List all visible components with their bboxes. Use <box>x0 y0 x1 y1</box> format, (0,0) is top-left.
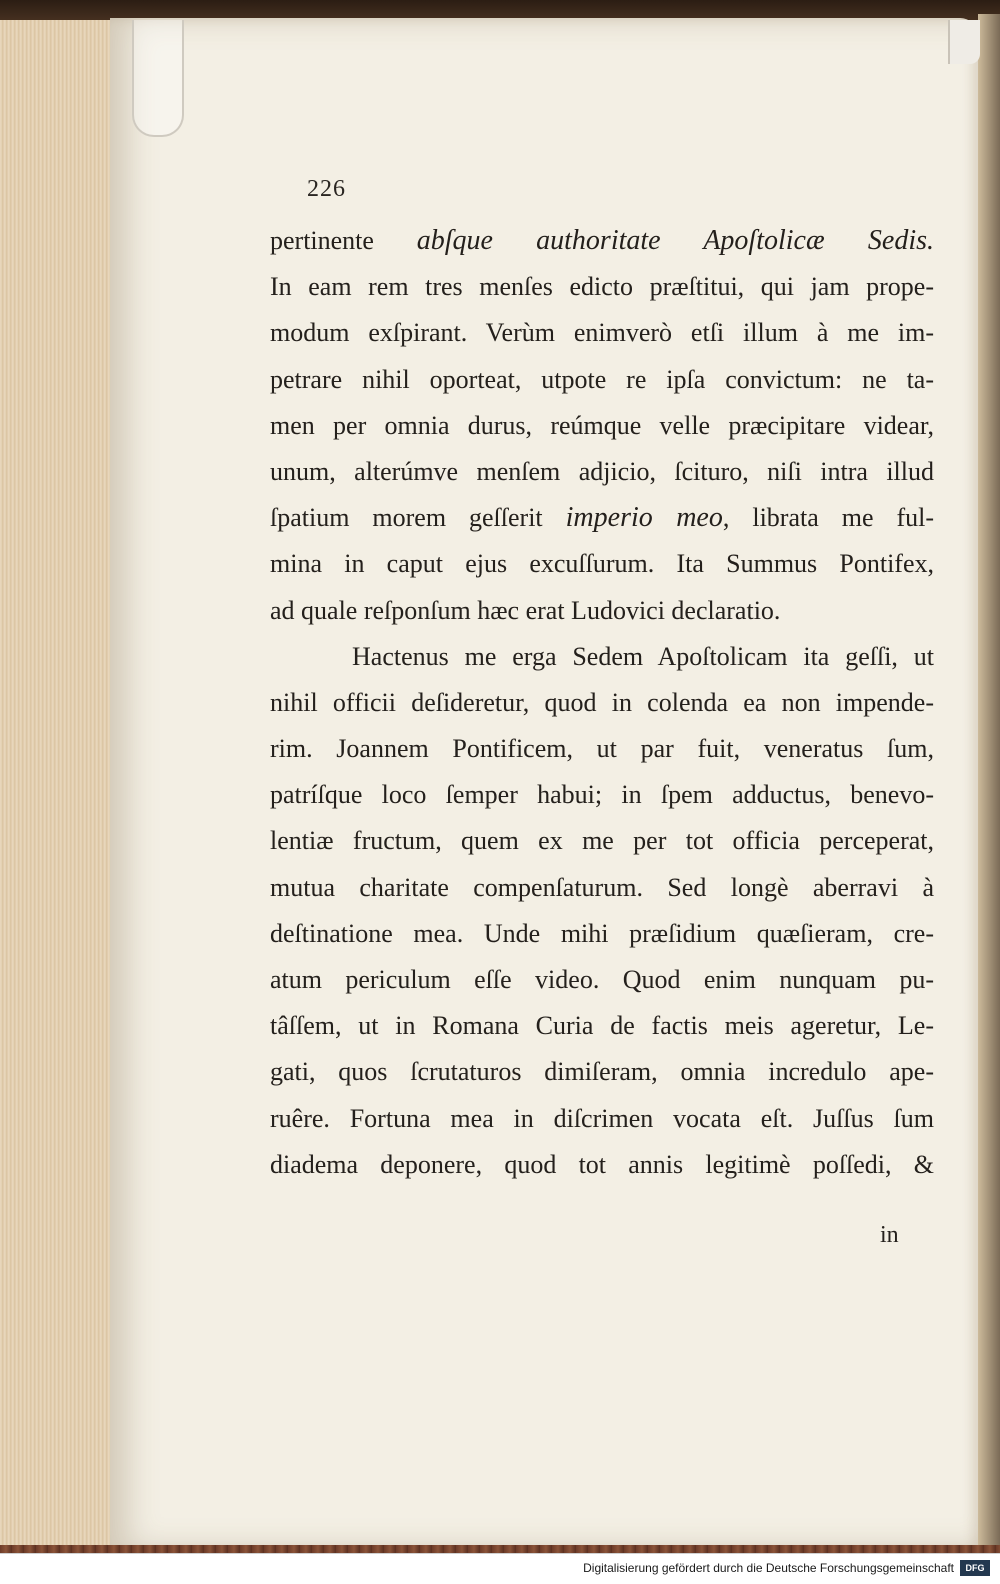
text-line: deſtinatione mea. Unde mihi præſidium quæſieram, cre- <box>270 918 934 948</box>
book-fore-edge <box>0 20 111 1560</box>
text-line: mina in caput ejus excuſſurum. Ita Summus Pontifex, <box>270 549 934 579</box>
text-line: Hactenus me erga Sedem Apoſtolicam ita geſſi, ut <box>352 641 934 671</box>
page-clip-right <box>948 20 980 64</box>
text-line: mutua charitate compenſaturum. Sed longè aberravi à <box>270 872 934 902</box>
text-line: lentiæ fructum, quem ex me per tot officia perceperat, <box>270 826 934 856</box>
text-line: gati, quos ſcrutaturos dimiſeram, omnia incredulo ape- <box>270 1057 934 1087</box>
text-line: unum, alterúmve menſem adjicio, ſcituro, niſi intra illud <box>270 456 934 486</box>
text-line: ſpatium morem geſſerit imperio meo, librata me ful- <box>270 502 935 534</box>
text-line: ad quale reſponſum hæc erat Ludovici declaratio. <box>270 595 781 625</box>
text-line: petrare nihil oporteat, utpote re ipſa convictum: ne ta- <box>270 364 934 394</box>
text-line: In eam rem tres menſes edicto præſtitui, qui jam prope- <box>270 272 934 302</box>
text-line: modum exſpirant. Verùm enimverò etſi illum à me im- <box>270 318 934 348</box>
text-line: diadema deponere, quod tot annis legitimè poſſedi, & <box>270 1149 934 1179</box>
book-right-edge <box>978 14 1000 1554</box>
text-line: nihil officii deſideretur, quod in colenda ea non impende- <box>270 687 934 717</box>
text-line: men per omnia durus, reúmque velle præcipitare videar, <box>270 410 934 440</box>
text-line: ruêre. Fortuna mea in diſcrimen vocata eſt. Juſſus ſum <box>270 1103 934 1133</box>
page-number: 226 <box>307 176 346 202</box>
page-text <box>270 218 934 1188</box>
dfg-logo-icon: DFG <box>960 1560 990 1576</box>
text-line: rim. Joannem Pontificem, ut par fuit, veneratus ſum, <box>270 734 934 764</box>
catchword: in <box>880 1222 899 1248</box>
footer-credit: Digitalisierung gefördert durch die Deutsche Forschungsgemeinschaft <box>583 1561 954 1575</box>
text-line: atum periculum eſſe video. Quod enim nunquam pu- <box>270 965 934 994</box>
digitization-footer <box>0 1553 1000 1584</box>
page-clip <box>132 20 184 137</box>
text-line: patríſque loco ſemper habui; in ſpem adductus, benevo- <box>270 780 934 810</box>
text-line: pertinente abſque authoritate Apoſtolicæ Sedis. <box>270 225 934 256</box>
text-line: tâſſem, ut in Romana Curia de factis meis ageretur, Le- <box>270 1011 934 1041</box>
